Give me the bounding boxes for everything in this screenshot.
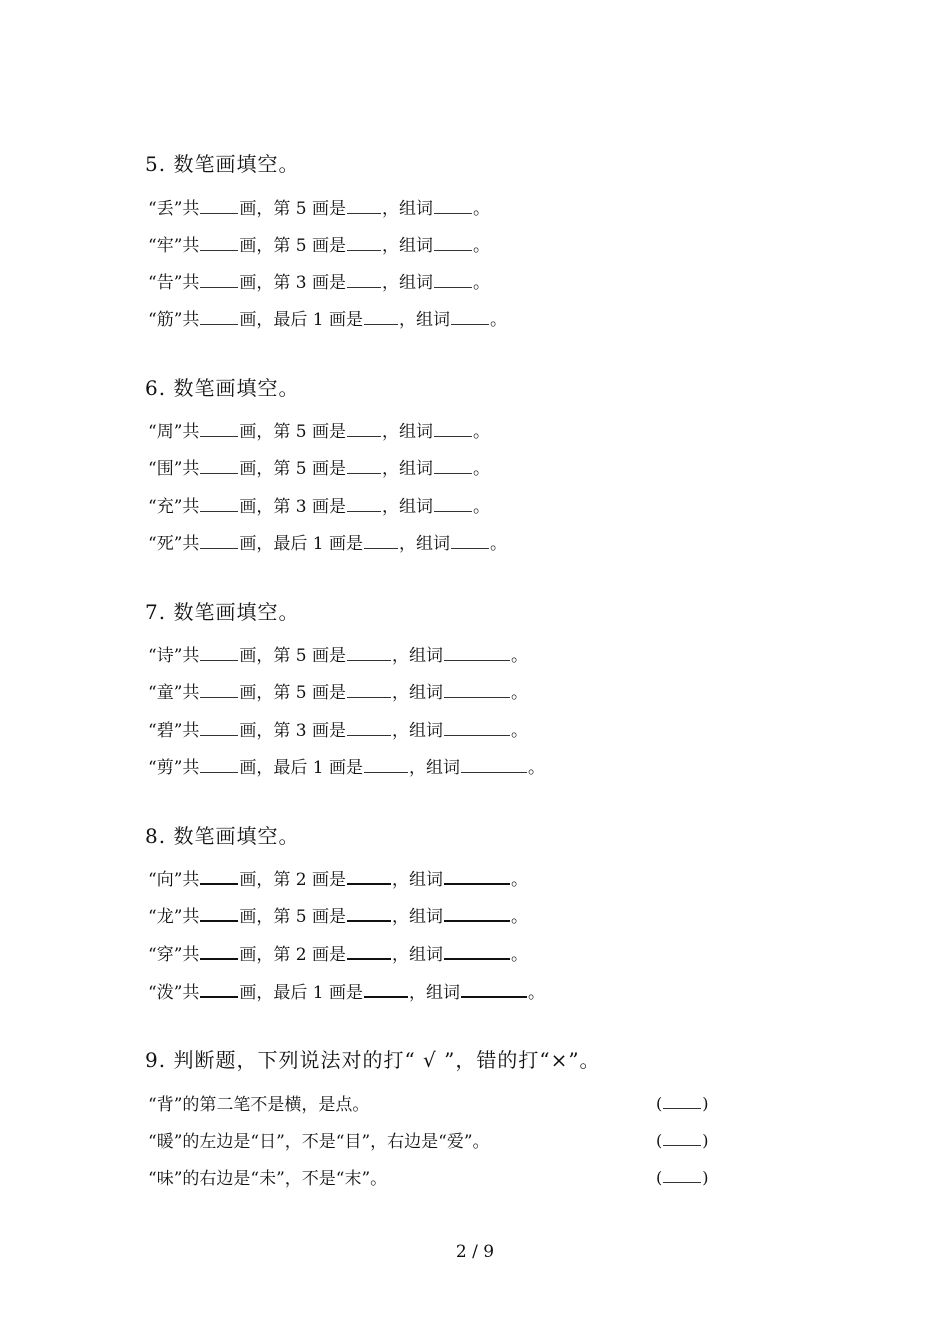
question-8-row-2: “龙”共 画，第 5 画是 ，组词 。 [148,907,529,927]
question-6-row-2: “围”共 画，第 5 画是 ，组词 。 [148,459,491,479]
blank-stroke[interactable] [347,659,391,661]
blank-stroke-count[interactable] [200,995,238,998]
blank-word[interactable] [461,771,527,773]
blank-stroke-count[interactable] [200,435,238,437]
question-7-row-1: “诗”共 画，第 5 画是 ，组词 。 [148,646,529,666]
page-number: 2 / 9 [455,1242,495,1262]
blank-stroke[interactable] [347,957,391,960]
blank-word[interactable] [451,547,489,549]
question-5-row-1: “丢”共 画，第 5 画是 ，组词 。 [148,199,491,219]
blank-stroke-count[interactable] [200,286,238,288]
answer-paren-1[interactable]: ( ) [656,1094,709,1113]
answer-paren-2[interactable]: ( ) [656,1131,709,1150]
question-7-row-4: “剪”共 画，最后 1 画是 ，组词 。 [148,758,546,778]
blank-stroke[interactable] [364,547,398,549]
question-8-row-4: “泼”共 画，最后 1 画是 ，组词 。 [148,983,546,1003]
question-7-title: 7. 数笔画填空。 [145,600,300,624]
question-9-statement-3: “味”的右边是“未”，不是“末”。 [148,1169,388,1189]
question-7-row-2: “童”共 画，第 5 画是 ，组词 。 [148,683,529,703]
blank-word[interactable] [444,919,510,922]
blank-stroke-count[interactable] [200,696,238,698]
blank-word[interactable] [434,286,472,288]
blank-word[interactable] [434,212,472,214]
blank-stroke[interactable] [364,995,408,998]
blank-word[interactable] [444,659,510,661]
blank-stroke[interactable] [347,882,391,885]
blank-stroke-count[interactable] [200,547,238,549]
blank-stroke[interactable] [347,249,381,251]
blank-stroke[interactable] [347,435,381,437]
blank-stroke[interactable] [347,734,391,736]
question-9-statement-1: “背”的第二笔不是横，是点。 [148,1095,370,1115]
blank-stroke-count[interactable] [200,957,238,960]
question-8-row-3: “穿”共 画，第 2 画是 ，组词 。 [148,945,529,965]
blank-word[interactable] [461,995,527,998]
question-6-title: 6. 数笔画填空。 [145,376,300,400]
question-6-row-1: “周”共 画，第 5 画是 ，组词 。 [148,422,491,442]
blank-stroke[interactable] [347,472,381,474]
blank-stroke[interactable] [364,323,398,325]
blank-stroke-count[interactable] [200,249,238,251]
blank-word[interactable] [444,957,510,960]
question-5-row-4: “筋”共 画，最后 1 画是 ，组词 。 [148,310,508,330]
question-5-row-3: “告”共 画，第 3 画是 ，组词 。 [148,273,491,293]
question-9-title: 9. 判断题，下列说法对的打“ √ ”，错的打“×”。 [145,1048,601,1072]
blank-stroke[interactable] [347,696,391,698]
blank-stroke[interactable] [347,212,381,214]
blank-word[interactable] [444,696,510,698]
blank-word[interactable] [434,435,472,437]
blank-stroke-count[interactable] [200,510,238,512]
blank-word[interactable] [444,882,510,885]
blank-word[interactable] [451,323,489,325]
blank-stroke-count[interactable] [200,882,238,885]
blank-stroke-count[interactable] [200,734,238,736]
question-9-statement-2: “暖”的左边是“日”，不是“目”，右边是“爱”。 [148,1132,490,1152]
blank-stroke-count[interactable] [200,919,238,922]
blank-word[interactable] [434,472,472,474]
blank-word[interactable] [434,249,472,251]
blank-stroke-count[interactable] [200,771,238,773]
blank-word[interactable] [444,734,510,736]
question-8-title: 8. 数笔画填空。 [145,824,300,848]
blank-stroke[interactable] [364,771,408,773]
question-8-row-1: “向”共 画，第 2 画是 ，组词 。 [148,870,529,890]
blank-stroke-count[interactable] [200,472,238,474]
question-6-row-4: “死”共 画，最后 1 画是 ，组词 。 [148,534,508,554]
question-7-row-3: “碧”共 画，第 3 画是 ，组词 。 [148,721,529,741]
question-5-title: 5. 数笔画填空。 [145,152,300,176]
blank-stroke-count[interactable] [200,659,238,661]
answer-paren-3[interactable]: ( ) [656,1168,709,1187]
question-6-row-3: “充”共 画，第 3 画是 ，组词 。 [148,497,491,517]
blank-stroke-count[interactable] [200,323,238,325]
question-5-row-2: “牢”共 画，第 5 画是 ，组词 。 [148,236,491,256]
blank-stroke[interactable] [347,919,391,922]
blank-stroke-count[interactable] [200,212,238,214]
blank-word[interactable] [434,510,472,512]
blank-stroke[interactable] [347,286,381,288]
blank-stroke[interactable] [347,510,381,512]
